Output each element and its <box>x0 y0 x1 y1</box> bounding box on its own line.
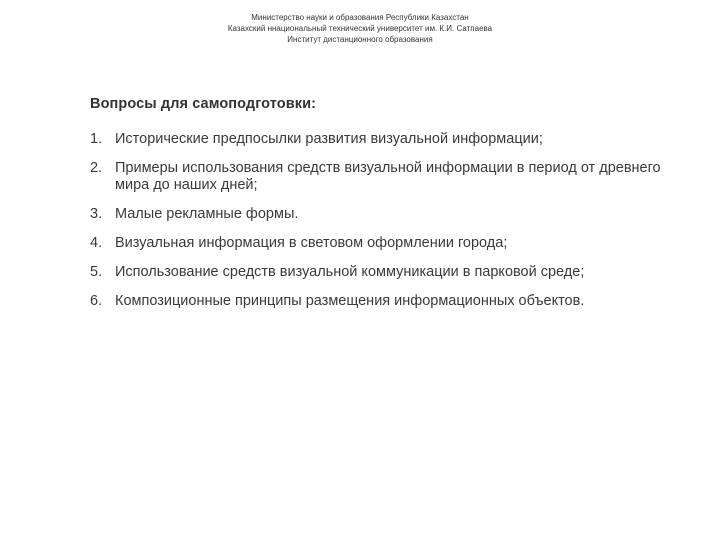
list-item <box>90 293 670 310</box>
item-text: Исторические предпосылки развития визуальной информации; <box>115 131 543 147</box>
item-number: 3. <box>90 206 103 222</box>
page-title: Вопросы для самоподготовки: <box>90 96 317 112</box>
item-number: 4. <box>90 235 103 251</box>
item-text: Композиционные принципы размещения информационных объектов. <box>115 293 585 309</box>
university-line: Казахский ннациональный технический университет им. К.И. Сатпаева <box>227 24 493 33</box>
institute-line: Институт дистанционного образования <box>287 35 433 44</box>
item-text: Примеры использования средств визуальной информации в период от древнего мира до наших дней; <box>115 160 661 193</box>
list-item <box>90 264 670 281</box>
item-text: Малые рекламные формы. <box>115 206 299 222</box>
item-number: 2. <box>90 160 103 176</box>
item-number: 6. <box>90 293 103 309</box>
list-item <box>90 131 670 148</box>
item-number: 5. <box>90 264 103 280</box>
ministry-line: Министерство науки и образования Республики Казахстан <box>251 13 469 22</box>
institution-header <box>0 12 720 45</box>
item-text: Использование средств визуальной коммуникации в парковой среде; <box>115 264 585 280</box>
list-item <box>90 206 670 223</box>
list-item <box>90 160 670 194</box>
item-number: 1. <box>90 131 103 147</box>
questions-list <box>90 131 670 310</box>
slide-content <box>90 96 670 322</box>
item-text: Визуальная информация в световом оформлении города; <box>115 235 508 251</box>
list-item <box>90 235 670 252</box>
